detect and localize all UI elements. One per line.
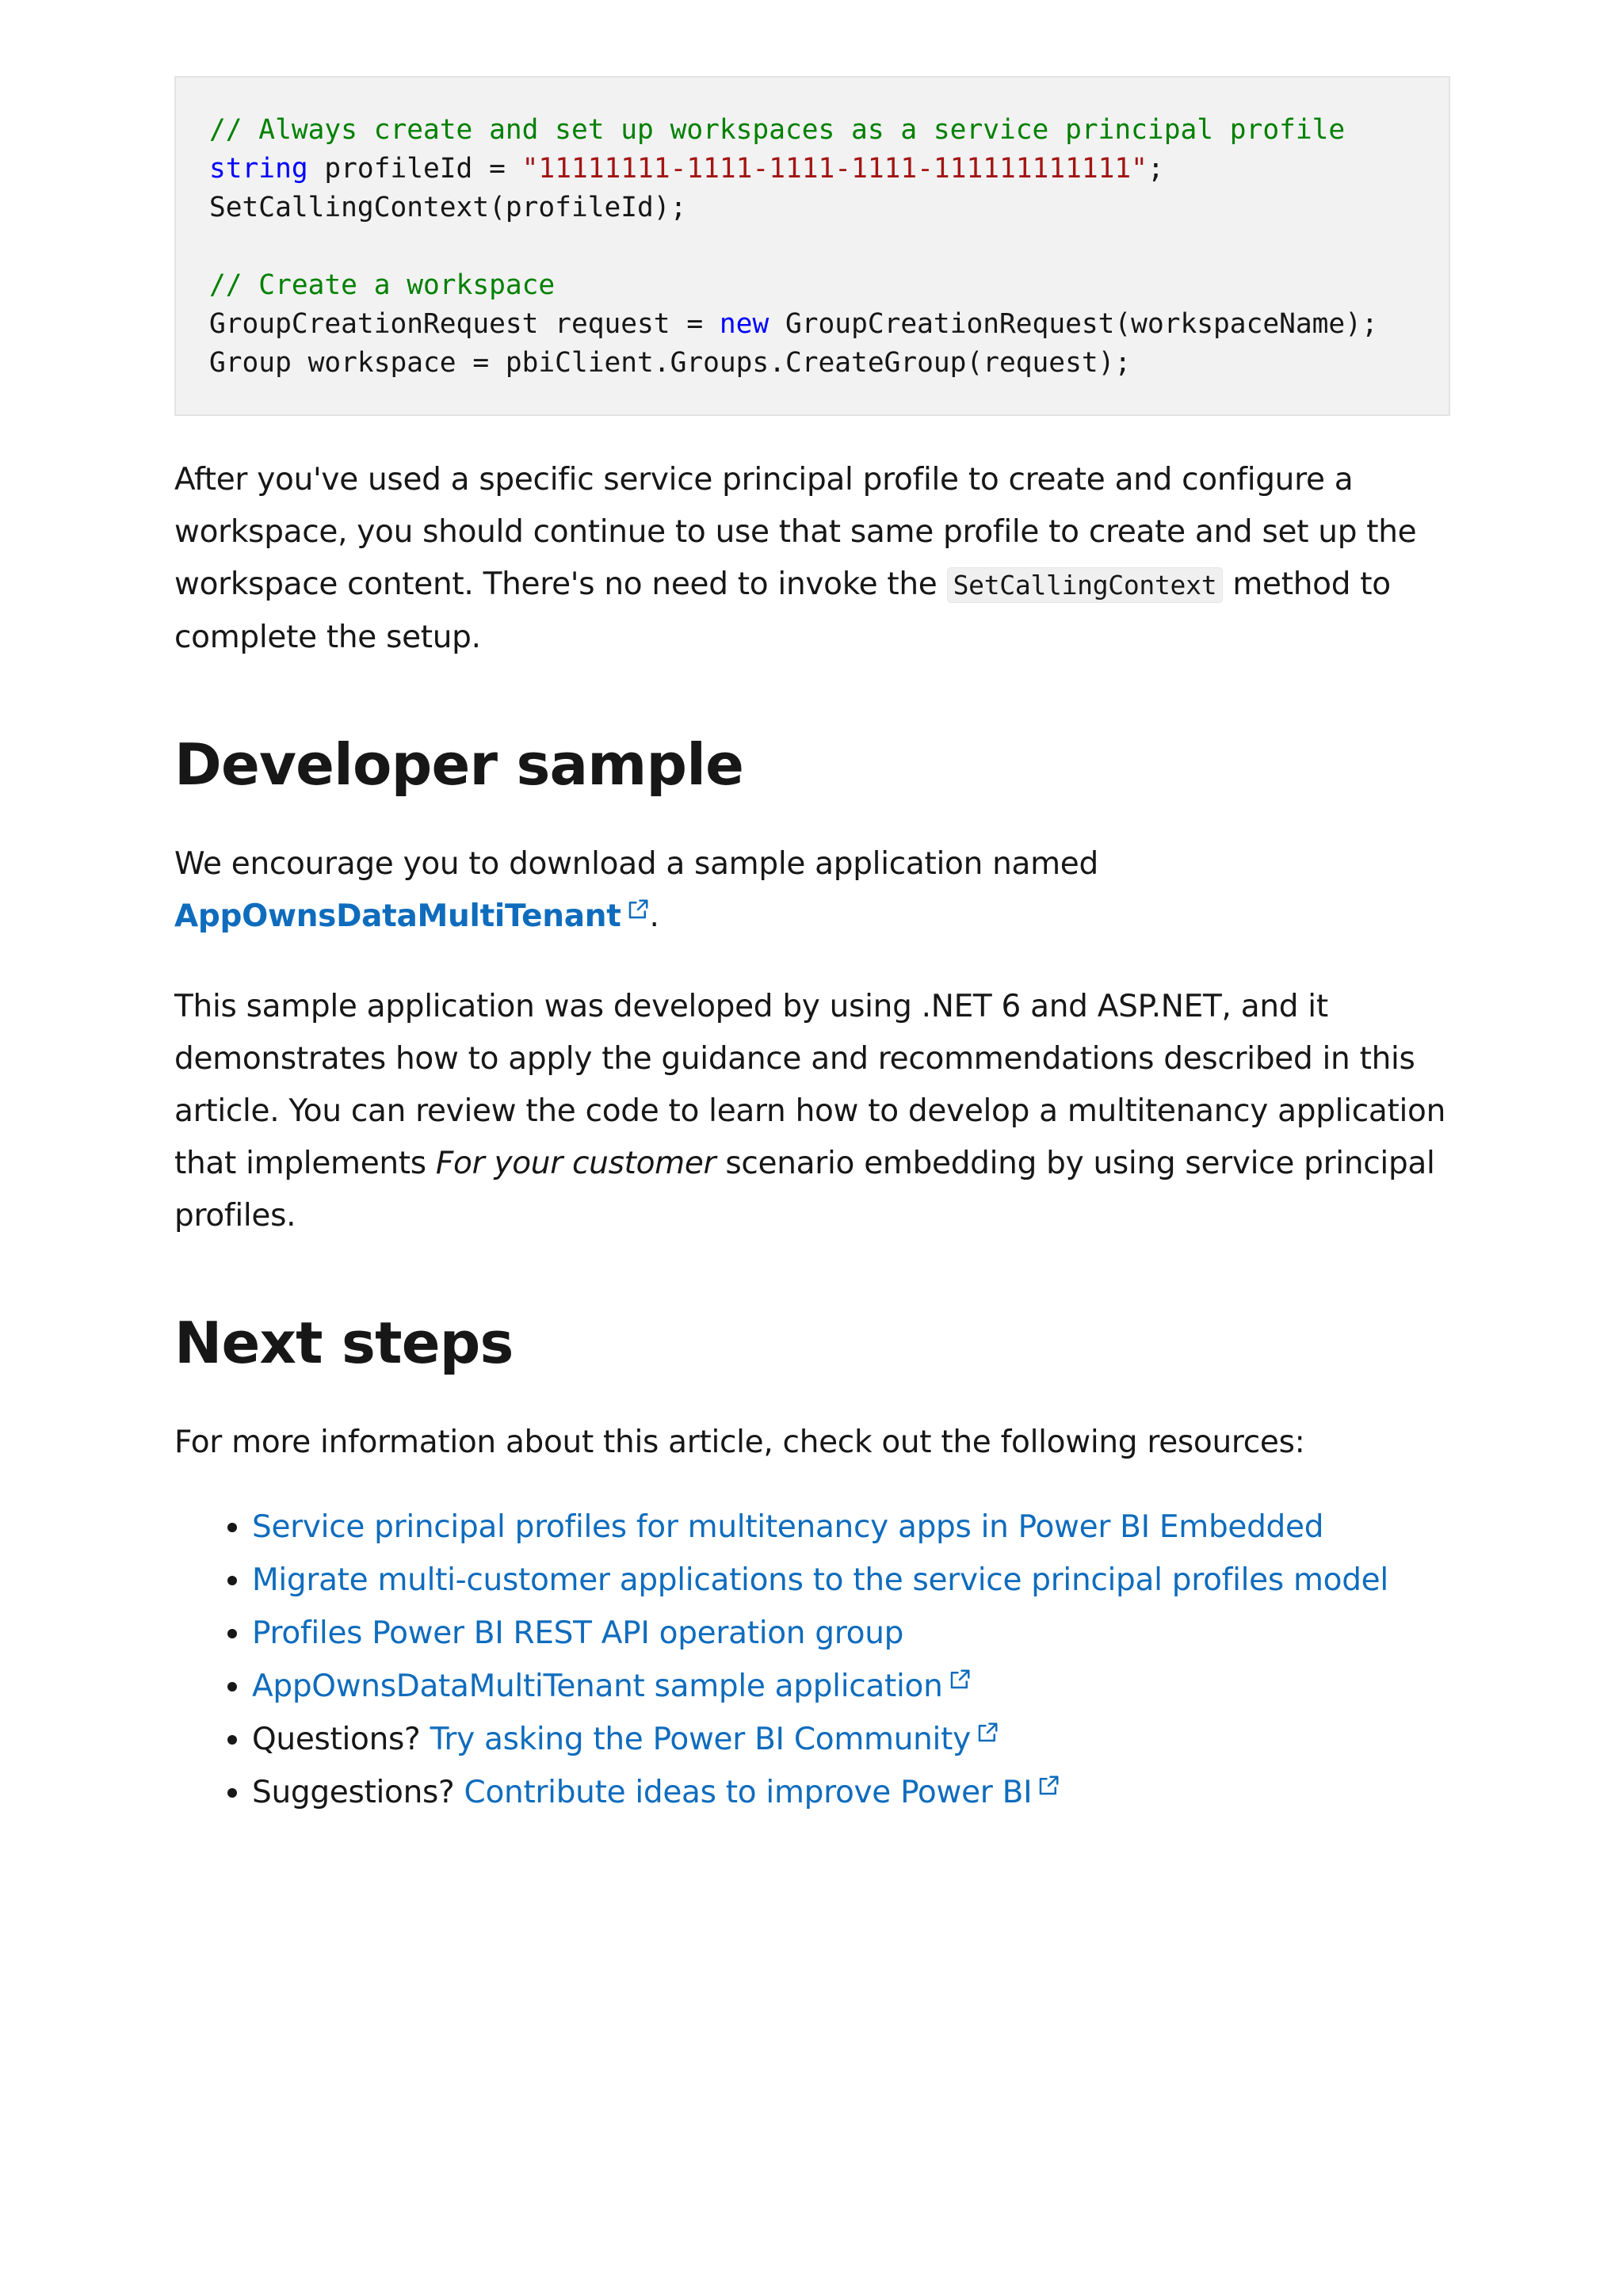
- code-token-comment: // Always create and set up workspaces as a service principal profile: [209, 114, 1346, 146]
- resource-link-label: Contribute ideas to improve Power BI: [464, 1775, 1033, 1810]
- appownsdatamultitenant-link[interactable]: [174, 898, 650, 934]
- next-steps-heading: Next steps: [174, 1310, 514, 1376]
- code-line: [209, 266, 1415, 305]
- external-link-icon: [1037, 1774, 1060, 1798]
- resource-list-item: [252, 1607, 1450, 1660]
- resource-link-label: AppOwnsDataMultiTenant sample application: [252, 1669, 943, 1704]
- next-steps-intro: For more information about this article, check out the following resources:: [174, 1425, 1305, 1460]
- code-token-string: "11111111-1111-1111-1111-111111111111": [521, 153, 1148, 185]
- resource-list-item: [252, 1660, 1450, 1713]
- resource-link[interactable]: [252, 1669, 972, 1704]
- developer-sample-intro: [174, 838, 1450, 943]
- external-link-icon: [976, 1721, 999, 1745]
- code-token-plain: Group workspace = pbiClient.Groups.CreateGroup(request);: [209, 347, 1132, 379]
- resource-link[interactable]: [464, 1775, 1061, 1810]
- resource-list-item: [252, 1554, 1450, 1607]
- appownsdatamultitenant-link-label: AppOwnsDataMultiTenant: [174, 898, 621, 934]
- resource-link[interactable]: [430, 1722, 999, 1757]
- resource-prefix: Questions?: [252, 1722, 430, 1757]
- code-token-plain: GroupCreationRequest request =: [209, 308, 720, 340]
- body-emphasis: For your customer: [435, 1146, 716, 1181]
- resource-link-label: Migrate multi-customer applications to the service principal profiles model: [252, 1562, 1388, 1598]
- resource-link[interactable]: [252, 1562, 1388, 1598]
- external-link-icon: [948, 1668, 972, 1691]
- code-line: [209, 344, 1415, 383]
- resource-link[interactable]: [252, 1615, 903, 1651]
- body-text-after: scenario embedding by using service principal profiles.: [174, 1146, 1435, 1234]
- resources-list: [174, 1501, 1450, 1819]
- code-line: [209, 305, 1415, 344]
- developer-sample-body: [174, 981, 1450, 1242]
- code-line: [209, 227, 1415, 266]
- resource-list-item: [252, 1766, 1450, 1819]
- resource-link[interactable]: [252, 1509, 1323, 1545]
- article-content: [174, 76, 1450, 1819]
- resource-link-label: Service principal profiles for multitenancy apps in Power BI Embedded: [252, 1509, 1324, 1545]
- code-token-keyword: string: [209, 153, 308, 185]
- code-token-keyword: new: [719, 308, 769, 340]
- resource-prefix: Suggestions?: [252, 1775, 464, 1810]
- code-line: [209, 150, 1415, 189]
- code-token-plain: GroupCreationRequest(workspaceName);: [769, 308, 1378, 340]
- code-line: [209, 111, 1415, 150]
- intro-text: We encourage you to download a sample application named: [174, 846, 1098, 882]
- resource-link-label: Try asking the Power BI Community: [430, 1722, 971, 1757]
- developer-sample-heading: Developer sample: [174, 731, 744, 798]
- code-token-plain: profileId =: [307, 153, 522, 185]
- resource-link-label: Profiles Power BI REST API operation group: [252, 1615, 904, 1651]
- intro-period: .: [649, 898, 659, 934]
- paragraph-text-after: method to complete the setup.: [174, 566, 1391, 655]
- paragraph-after-code: [174, 454, 1450, 664]
- code-token-plain: ;: [1147, 153, 1164, 185]
- paragraph-text-before: After you've used a specific service principal profile to create and configure a workspace, you should continue to use that same profile to create and set up the workspace content. There's no need to invoke the: [174, 462, 1417, 602]
- code-block: [174, 76, 1450, 416]
- inline-code: SetCallingContext: [947, 567, 1224, 603]
- code-token-plain: SetCallingContext(profileId);: [209, 192, 687, 223]
- code-line: [209, 189, 1415, 227]
- body-text-before: This sample application was developed by using .NET 6 and ASP.NET, and it demonstrates how to apply the guidance and recommendations described in this article. You can review the code to learn how to develop a multitenancy application that implements: [174, 989, 1445, 1181]
- external-link-icon: [626, 898, 650, 921]
- code-token-comment: // Create a workspace: [209, 269, 556, 301]
- resource-list-item: [252, 1713, 1450, 1766]
- resource-list-item: [252, 1501, 1450, 1554]
